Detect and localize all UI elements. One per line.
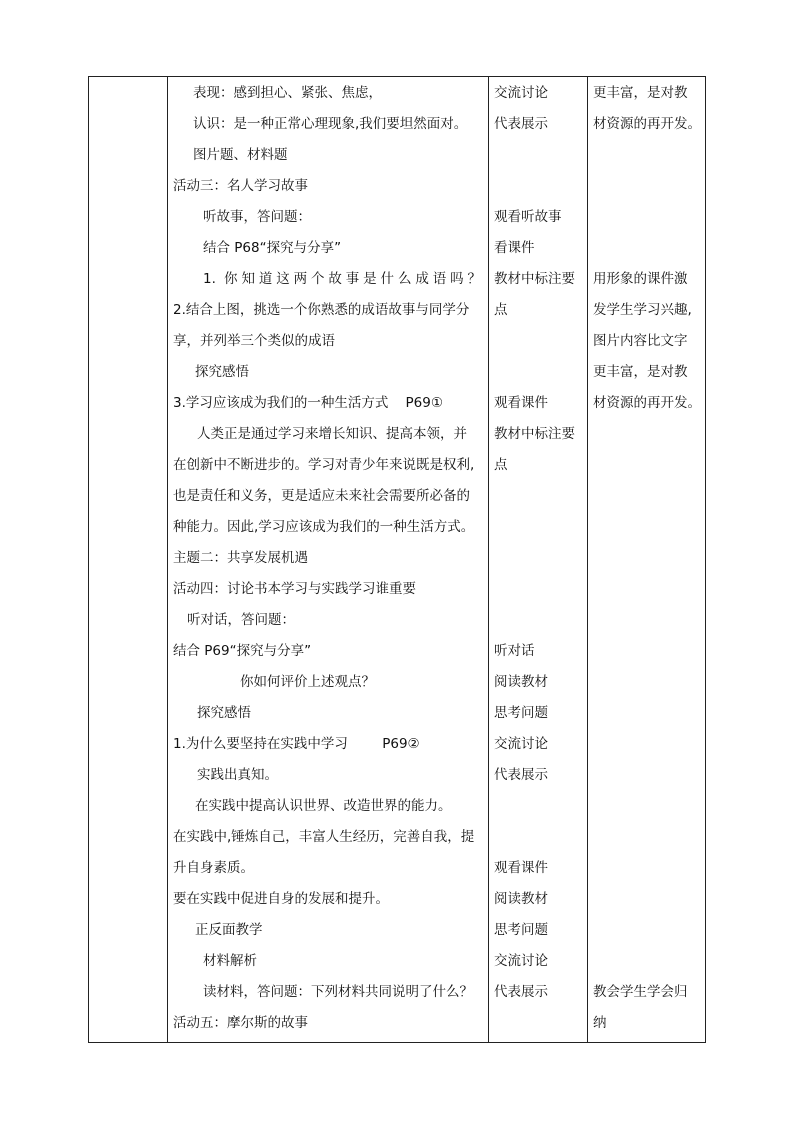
content-line: 正反面教学 [195, 922, 263, 938]
content-line: 人类正是通过学习来增长知识、提高本领，并 [197, 426, 467, 442]
content-line: 图片题、材料题 [193, 147, 288, 163]
content-line: 3.学习应该成为我们的一种生活方式 P69① [173, 395, 443, 411]
column-divider-1 [167, 76, 168, 1043]
intent-line: 图片内容比文字 [593, 333, 688, 349]
content-line: 要在实践中促进自身的发展和提升。 [173, 891, 389, 907]
content-line: 在实践中提高认识世界、改造世界的能力。 [195, 798, 452, 814]
content-line: 活动四：讨论书本学习与实践学习谁重要 [173, 581, 416, 597]
content-line: 探究感悟 [197, 705, 251, 721]
content-line: 材料解析 [203, 953, 257, 969]
activity-line: 教材中标注要 [494, 426, 575, 442]
content-line: 你如何评价上述观点？ [240, 674, 375, 690]
content-line: 认识：是一种正常心理现象,我们要坦然面对。 [193, 116, 468, 132]
intent-line: 发学生学习兴趣, [593, 302, 692, 318]
column-divider-3 [587, 76, 588, 1043]
table-column-design-intent [593, 76, 705, 1043]
content-line: 享，并列举三个类似的成语 [173, 333, 335, 349]
content-line: 主题二：共享发展机遇 [173, 550, 308, 566]
activity-line: 代表展示 [494, 984, 548, 1000]
activity-line: 点 [494, 457, 508, 473]
content-line: 探究感悟 [195, 364, 249, 380]
intent-line: 纳 [593, 1015, 607, 1031]
content-line: 听对话，答问题： [187, 612, 295, 628]
content-line: 听故事，答问题： [203, 209, 311, 225]
activity-line: 教材中标注要 [494, 271, 575, 287]
content-line: 1.为什么要坚持在实践中学习 P69② [173, 736, 420, 752]
activity-line: 点 [494, 302, 508, 318]
content-line: 种能力。因此,学习应该成为我们的一种生活方式。 [173, 519, 475, 535]
content-line: 读材料，答问题：下列材料共同说明了什么？ [203, 984, 473, 1000]
activity-line: 看课件 [494, 240, 535, 256]
table-column-content [173, 76, 483, 1043]
activity-line: 思考问题 [494, 922, 548, 938]
content-line: 2.结合上图，挑选一个你熟悉的成语故事与同学分 [173, 302, 470, 318]
intent-line: 材资源的再开发。 [593, 116, 701, 132]
activity-line: 交流讨论 [494, 953, 548, 969]
activity-line: 观看课件 [494, 395, 548, 411]
activity-line: 思考问题 [494, 705, 548, 721]
activity-line: 听对话 [494, 643, 535, 659]
content-line: 在创新中不断进步的。学习对青少年来说既是权利, [173, 457, 475, 473]
content-line: 活动三：名人学习故事 [173, 178, 308, 194]
intent-line: 材资源的再开发。 [593, 395, 701, 411]
content-line: 结合 P69“探究与分享” [173, 643, 312, 659]
activity-line: 观看课件 [494, 860, 548, 876]
content-line: 在实践中,锤炼自己，丰富人生经历，完善自我，提 [173, 829, 475, 845]
content-line: 表现：感到担心、紧张、焦虑， [193, 85, 382, 101]
activity-line: 观看听故事 [494, 209, 562, 225]
intent-line: 更丰富，是对教 [593, 364, 688, 380]
activity-line: 阅读教材 [494, 891, 548, 907]
activity-line: 交流讨论 [494, 736, 548, 752]
table-column-student-activity [494, 76, 586, 1043]
content-line: 也是责任和义务，更是适应未来社会需要所必备的 [173, 488, 470, 504]
activity-line: 代表展示 [494, 116, 548, 132]
intent-line: 更丰富，是对教 [593, 85, 688, 101]
content-line: 1. 你知道这两个故事是什么成语吗？ [203, 271, 481, 287]
activity-line: 代表展示 [494, 767, 548, 783]
content-line: 升自身素质。 [173, 860, 254, 876]
intent-line: 用形象的课件激 [593, 271, 688, 287]
activity-line: 交流讨论 [494, 85, 548, 101]
column-divider-2 [488, 76, 489, 1043]
intent-line: 教会学生学会归 [593, 984, 688, 1000]
activity-line: 阅读教材 [494, 674, 548, 690]
table-column-stage [89, 76, 167, 1043]
content-line: 实践出真知。 [197, 767, 278, 783]
content-line: 结合 P68“探究与分享” [203, 240, 342, 256]
content-line: 活动五：摩尔斯的故事 [173, 1015, 308, 1031]
